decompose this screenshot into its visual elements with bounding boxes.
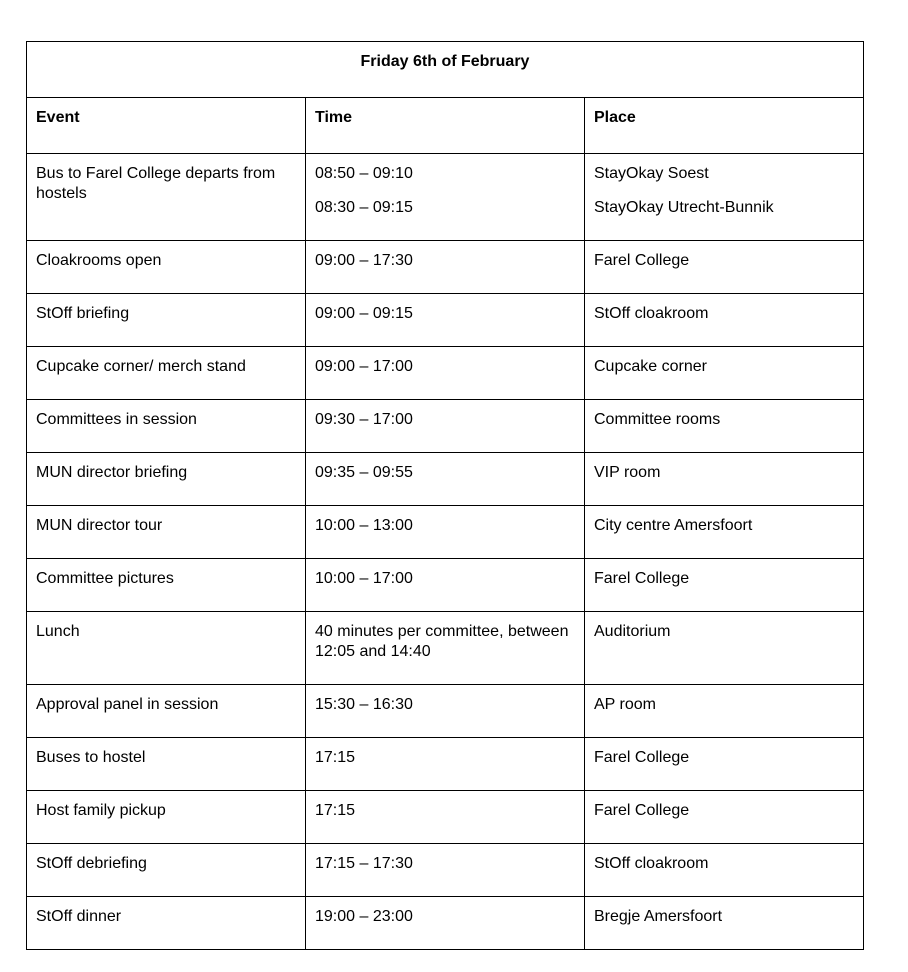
place-cell: Farel College	[585, 791, 864, 844]
place-cell: Committee rooms	[585, 400, 864, 453]
place-cell: Farel College	[585, 559, 864, 612]
event-cell: StOff dinner	[27, 897, 306, 950]
event-cell: Buses to hostel	[27, 738, 306, 791]
table-row	[27, 685, 864, 738]
table-row	[27, 506, 864, 559]
time-cell: 09:00 – 17:00	[306, 347, 585, 400]
place-cell	[585, 154, 864, 241]
title-row	[27, 42, 864, 98]
table-row	[27, 241, 864, 294]
time-cell: 17:15	[306, 738, 585, 791]
schedule-table	[26, 41, 864, 950]
event-cell: Bus to Farel College departs from hostels	[27, 154, 306, 241]
time-cell: 10:00 – 17:00	[306, 559, 585, 612]
time-cell: 19:00 – 23:00	[306, 897, 585, 950]
event-cell: StOff debriefing	[27, 844, 306, 897]
time-cell: 10:00 – 13:00	[306, 506, 585, 559]
place-cell: StOff cloakroom	[585, 294, 864, 347]
table-row	[27, 844, 864, 897]
place-cell: Auditorium	[585, 612, 864, 685]
place-cell: Farel College	[585, 241, 864, 294]
time-cell: 40 minutes per committee, between 12:05 and 14:40	[306, 612, 585, 685]
time-cell: 17:15 – 17:30	[306, 844, 585, 897]
place-cell: VIP room	[585, 453, 864, 506]
time-line: 08:30 – 09:15	[315, 199, 413, 216]
table-row	[27, 294, 864, 347]
header-time: Time	[306, 98, 585, 154]
place-cell: City centre Amersfoort	[585, 506, 864, 559]
event-cell: Host family pickup	[27, 791, 306, 844]
table-row	[27, 347, 864, 400]
event-cell: MUN director tour	[27, 506, 306, 559]
event-cell: Cupcake corner/ merch stand	[27, 347, 306, 400]
time-cell: 17:15	[306, 791, 585, 844]
event-cell: Cloakrooms open	[27, 241, 306, 294]
event-cell: MUN director briefing	[27, 453, 306, 506]
place-cell: Farel College	[585, 738, 864, 791]
time-cell: 09:35 – 09:55	[306, 453, 585, 506]
table-row	[27, 453, 864, 506]
table-row	[27, 559, 864, 612]
time-line: 08:50 – 09:10	[315, 165, 413, 182]
time-cell: 09:30 – 17:00	[306, 400, 585, 453]
table-row	[27, 400, 864, 453]
time-cell	[306, 154, 585, 241]
time-cell: 09:00 – 17:30	[306, 241, 585, 294]
header-event: Event	[27, 98, 306, 154]
event-cell: StOff briefing	[27, 294, 306, 347]
place-cell: Cupcake corner	[585, 347, 864, 400]
header-row	[27, 98, 864, 154]
event-cell: Lunch	[27, 612, 306, 685]
table-row	[27, 738, 864, 791]
table-title: Friday 6th of February	[27, 42, 864, 98]
table-row	[27, 897, 864, 950]
place-cell: AP room	[585, 685, 864, 738]
table-row	[27, 791, 864, 844]
place-line: StayOkay Utrecht-Bunnik	[594, 199, 774, 216]
event-cell: Approval panel in session	[27, 685, 306, 738]
event-cell: Committees in session	[27, 400, 306, 453]
time-cell: 15:30 – 16:30	[306, 685, 585, 738]
table-row	[27, 154, 864, 241]
event-cell: Committee pictures	[27, 559, 306, 612]
time-cell: 09:00 – 09:15	[306, 294, 585, 347]
table-row	[27, 612, 864, 685]
place-cell: Bregje Amersfoort	[585, 897, 864, 950]
place-line: StayOkay Soest	[594, 165, 709, 182]
place-cell: StOff cloakroom	[585, 844, 864, 897]
header-place: Place	[585, 98, 864, 154]
